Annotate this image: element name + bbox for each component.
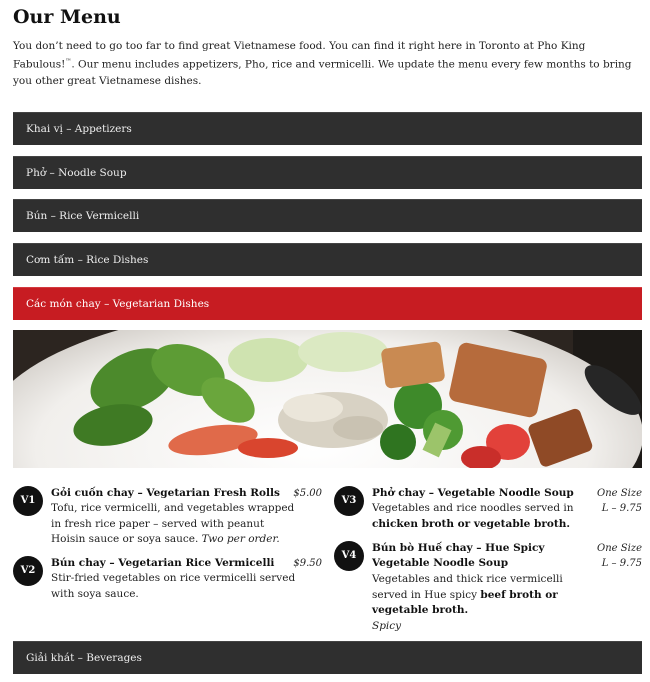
item-note: Two per order. (201, 533, 280, 545)
item-name: Gỏi cuốn chay – Vegetarian Fresh Rolls (51, 487, 280, 499)
accordion-beverages[interactable]: Giải khát – Beverages (13, 641, 642, 674)
trademark-symbol: ™ (65, 58, 72, 65)
item-description (372, 501, 582, 532)
item-size-price: L – 9.75 (601, 558, 642, 569)
item-code-badge: V3 (334, 486, 364, 516)
item-description: Stir-fried vegetables on rice vermicelli served with soya sauce. (51, 572, 296, 600)
item-description-text: Tofu, rice vermicelli, and vegetables wrapped in fresh rice paper – served with peanut Hoisin sauce or soya sauce. (51, 502, 295, 545)
item-size (582, 541, 642, 571)
item-size (582, 486, 642, 516)
accordion-rice-dishes[interactable]: Cơm tấm – Rice Dishes (13, 243, 642, 276)
item-code-badge: V1 (13, 486, 43, 516)
item-note: Spicy (372, 619, 402, 632)
item-size-price: L – 9.75 (601, 503, 642, 514)
item-code-badge: V2 (13, 556, 43, 586)
item-size-label: One Size (597, 488, 642, 499)
item-description (372, 572, 592, 634)
page-title: Our Menu (13, 6, 121, 28)
accordion-rice-vermicelli[interactable]: Bún – Rice Vermicelli (13, 199, 642, 232)
intro-text-end: . Our menu includes appetizers, Pho, rice and vermicelli. We update the menu every few months to bring you other great Vietnamese dishes. (13, 58, 632, 87)
item-name: Phở chay – Vegetable Noodle Soup (372, 487, 574, 499)
intro-text (13, 38, 639, 89)
item-description-broth: beef broth or vegetable broth. (372, 588, 558, 616)
accordion-vegetarian-dishes[interactable]: Các món chay – Vegetarian Dishes (13, 287, 642, 320)
item-price: $5.00 (293, 488, 322, 499)
vegetarian-dish-photo (13, 330, 642, 468)
item-price: $9.50 (293, 558, 322, 569)
item-description (51, 501, 296, 548)
item-name: Bún chay – Vegetarian Rice Vermicelli (51, 557, 275, 569)
item-code-badge: V4 (334, 541, 364, 571)
item-description-broth: chicken broth or vegetable broth. (372, 517, 571, 530)
item-description-text: Vegetables and thick rice vermicelli served in Hue spicy (372, 573, 563, 601)
item-description-text: Vegetables and rice noodles served in (372, 502, 574, 514)
intro-text-start: You don’t need to go too far to find great Vietnamese food. You can find it right here in Toronto at Pho King Fabulous! (13, 40, 586, 71)
accordion-noodle-soup[interactable]: Phở – Noodle Soup (13, 156, 642, 189)
item-size-label: One Size (597, 543, 642, 554)
item-name: Bún bò Huế chay – Hue Spicy Vegetable Noodle Soup (372, 542, 545, 569)
accordion-appetizers[interactable]: Khai vị – Appetizers (13, 112, 642, 145)
